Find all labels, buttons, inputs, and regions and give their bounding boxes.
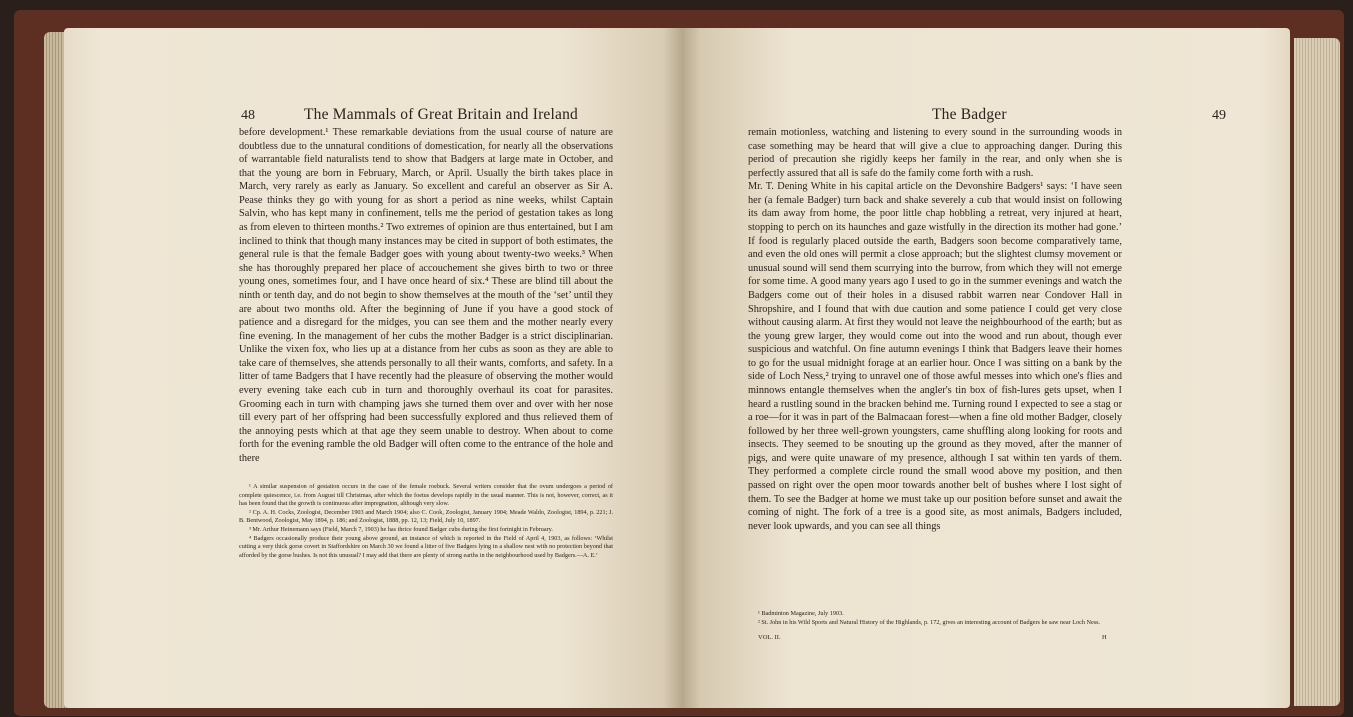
footnote: ² St. John in his Wild Sports and Natural History of the Highlands, p. 172, gives an interesting account of Badgers he saw near Loch Ness. [758, 618, 1101, 626]
left-page [64, 28, 682, 708]
left-running-title: The Mammals of Great Britain and Ireland [304, 106, 578, 123]
book-spread [14, 10, 1344, 716]
footnote: ¹ A similar suspension of gestation occurs in the case of the female roebuck. Several writers consider that the ovum undergoes a period of complete quiescence, i.e. from August till Christmas, after which the foetus develops rapidly in the usual manner. This is not, however, correct, as it has been found that the growth is continuous after impregnation, although very slow. [239, 483, 613, 508]
footnote: ⁴ Badgers occasionally produce their young above ground, an instance of which is reported in the Field of April 4, 1903, as follows: ‘Whilst cutting a very thick gorse covert in Staffordshire on March 30 we found a litter of five Badgers lying in a shallow nest with no protection beyond that afforded by the gorse bushes. Is not this unusual? I may add that there are plenty of strong earths in the neighbourhood used by Badgers.—A. E.’ [239, 534, 613, 559]
right-page-edges [1294, 38, 1340, 706]
right-footnotes [748, 610, 1122, 627]
footnote: ² Cp. A. H. Cocks, Zoologist, December 1903 and March 1904; also C. Cook, Zoologist, January 1904; Meade Waldo, Zoologist, 1894, p. 221; J. B. Bentwood, Zoologist, May 1894, p. 186; and Zoologist, 1888, pp. 12, 13; Field, July 10, 1897. [239, 508, 613, 525]
signature-mark: H [1102, 634, 1107, 641]
left-body-text: before development.¹ These remarkable deviations from the usual course of nature are doubtless due to the unnatural conditions of domestication, for nearly all the observations of warrantable field naturalists tend to show that Badgers at large mate in October, and that the young are born in February, March, or April. Usually the birth takes place in March, very rarely as early as January. So excellent and careful an observer as Sir A. Pease thinks they go with young for as short a period as nine weeks, whilst Captain Salvin, who has kept many in confinement, tells me the period of gestation takes as long as from eleven to thirteen months.² Two extremes of opinion are thus entertained, but I am inclined to think that though many instances may be cited in support of both estimates, the general rule is that the female Badger goes with young about twenty-two weeks.³ When she has thoroughly prepared her place of accouchement she gives birth to two or three young ones, sometimes four, and I have once heard of six.⁴ These are blind till about the ninth or tenth day, and do not begin to show themselves at the mouth of the ‘set’ until they are about two months old. After the beginning of June if you have a good stock of patience and a disregard for the midges, you can see them and the mother nearly every fine evening. In the management of her cubs the mother Badger is a strict disciplinarian. Unlike the vixen fox, who lies up at a distance from her cubs as soon as they are able to take care of themselves, she attends personally to all their wants, comforts, and safety. In a litter of tame Badgers that I have recently had the pleasure of observing the mother would every evening take each cub in turn and thoroughly overhaul its coat for parasites. Grooming each in turn with champing jaws she turned them over and over with her nose till every part of her offspring had been successfully explored and thus relieved them of the annoying pests which at that age they seem unable to destroy. When about to come forth for the evening ramble the old Badger will often come to the entrance of the hole and there [239, 127, 613, 464]
footnote: ³ Mr. Arthur Heinemann says (Field, March 7, 1903) he has thrice found Badger cubs during the first fortnight in February. [249, 525, 553, 533]
left-page-number: 48 [241, 108, 255, 123]
right-page [682, 28, 1290, 708]
left-page-edges [44, 32, 66, 708]
volume-signature: VOL. II. [758, 634, 781, 641]
right-running-title: The Badger [932, 106, 1007, 123]
right-body-text: remain motionless, watching and listening to every sound in the surrounding woods in case something may be heard that will give a clue to approaching danger. During this period of precaution she rigidly keeps her family in the rear, and only when she is perfectly assured that all is safe do the family come forth with a rush. Mr. T. Dening White in his capital article on the Devonshire Badgers¹ says: ‘I have seen her (a female Badger) turn back and shake severely a cub that would insist on following its dam away from home, the poor little chap hobbling a retreat, very injured at heart, stopping to perch on its haunches and gaze wistfully in the direction its mother had gone.’ If food is regularly placed outside the earth, Badgers soon become comparatively tame, and even the old ones will permit a close approach; but the slightest clumsy movement or unusual sound will send them scurrying into the burrow, from which they will not emerge for some time. A good many years ago I used to go in the summer evenings and watch the Badgers come out of their holes in a disused rabbit warren near Condover Hall in Shropshire, and I found that with due caution and some patience I could get very close without causing alarm. At first they would not leave the neighbourhood of the earth; but as the young grew larger, they would come out into the wood and run about, though ever suspicious and watchful. On fine autumn evenings I think that Badgers leave their homes to go for the usual midnight forage at an earlier hour. Once I was sitting on a bank by the side of Loch Ness,² trying to unravel one of those awful messes into which one's flies and minnows entangle themselves when the angler's tin box of fish-lures gets upset, when I heard a rustling sound in the bracken behind me. Turning round I expected to see a stag or a roe—for it was in part of the Balmacaan forest—when a fine old mother Badger, closely followed by her three well-grown youngsters, came shuffling along looking for roots and insects. They seemed to be snouting up the ground as they moved, after the manner of pigs, and were quite unaware of my presence, although I sat within ten yards of them. They performed a complete circle round the small wood above my position, and then passed on right over the open moor towards another belt of bushes where I lost sight of them. To see the Badger at home we must take up our position before sunset and await the coming of night. The fork of a tree is a good site, as most animals, Badgers included, never look upwards, and you can see all things [748, 127, 1122, 532]
right-page-number: 49 [1212, 108, 1226, 123]
footnote: ¹ Badminton Magazine, July 1903. [758, 610, 844, 617]
left-footnotes [239, 483, 613, 560]
